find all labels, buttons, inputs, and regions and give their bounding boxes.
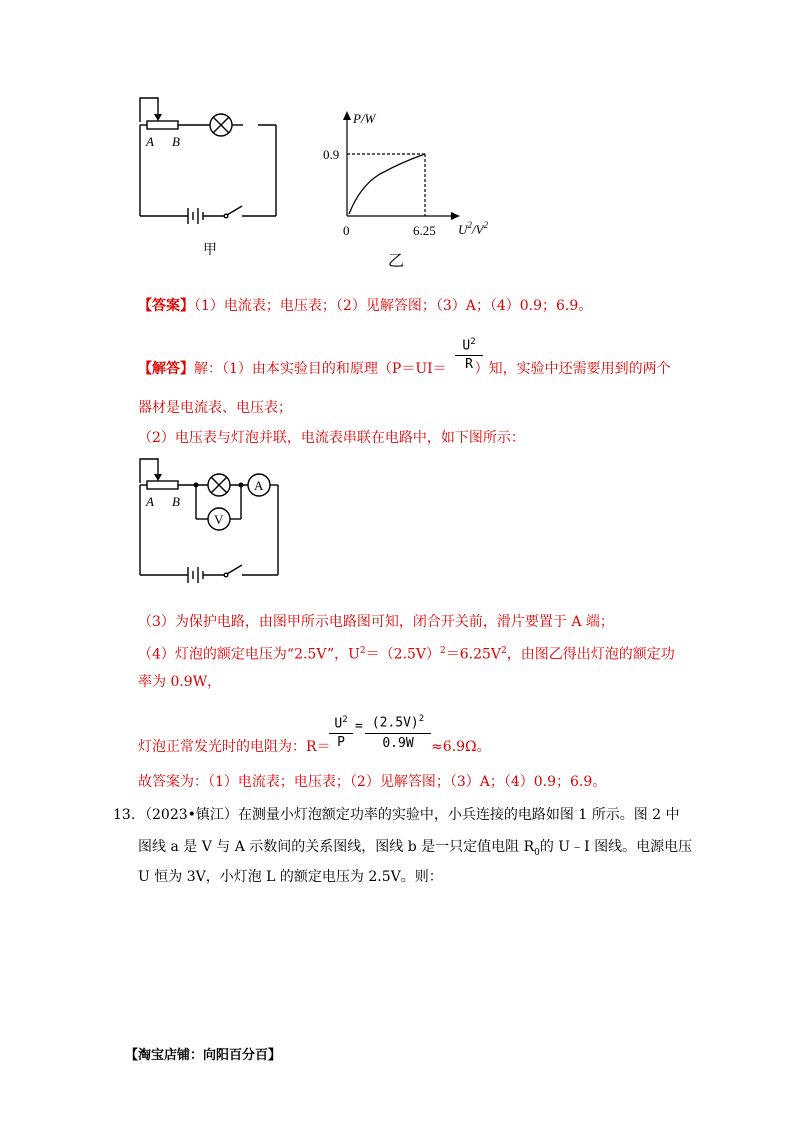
fraction-u2-over-r: $U^2$ R <box>455 333 483 374</box>
answer-line <box>138 296 592 316</box>
problem-13-line-3: U 恒为 3V，小灯泡 L 的额定电压为 2.5V。则： <box>138 869 443 885</box>
rheostat-label-b: B <box>172 134 180 149</box>
solution-tag: 【解答】 <box>138 361 194 377</box>
problem-13-line-2: 图线 a 是 V 与 A 示数间的关系图线，图线 b 是一只定值电阻 $R_0$的 U﹣I 图线。电源电压 <box>138 839 693 858</box>
solution-line-8: 故答案为：（1）电流表；电压表；（2）见解答图；（3）A；（4）0.9；6.9。 <box>138 774 607 790</box>
power-curve <box>349 154 425 214</box>
y-tick-label: 0.9 <box>323 147 340 162</box>
solution-line-7-approx: ≈6.9Ω。 <box>431 739 491 755</box>
answer-text: （1）电流表；电压表；（2）见解答图；（3）A；（4）0.9；6.9。 <box>194 298 593 314</box>
origin-label: 0 <box>343 223 350 238</box>
rheostat2-label-b: B <box>172 494 180 509</box>
circuit-diagram-jia <box>130 92 290 262</box>
fraction-value: $(2.5V)^2$ 0.9W <box>365 709 431 754</box>
frac1-den: R <box>465 357 473 373</box>
footer-shop: 【淘宝店铺：向阳百分百】 <box>125 1048 282 1063</box>
frac1-num: U <box>462 338 471 354</box>
problem-13-number: 13. <box>113 807 136 823</box>
y-axis-label: P/W <box>353 111 376 126</box>
power-graph-yi <box>320 108 520 268</box>
rheostat-label-a: A <box>146 134 154 149</box>
ammeter-label: A <box>254 478 264 493</box>
caption-jia: 甲 <box>203 243 217 258</box>
circuit-diagram-answer <box>130 451 290 586</box>
voltmeter-label: V <box>214 512 224 527</box>
solution-line-4: （3）为保护电路，由图甲所示电路图可知，闭合开关前，滑片要置于 A 端； <box>138 614 614 630</box>
solution-line-1: 【解答】解：（1）由本实验目的和原理（P＝UI＝ ）知，实验中还需要用到的两个 <box>138 361 671 377</box>
answer-tag: 【答案】 <box>138 298 194 314</box>
solution-line-3: （2）电压表与灯泡并联，电流表串联在电路中，如下图所示： <box>138 430 525 446</box>
solution-line-5: （4）灯泡的额定电压为“2.5V”，$U^2=(2.5V)^2=6.25V^2$，由图乙得出灯泡的额定功 <box>138 646 675 663</box>
solution-line-6: 率为 0.9W， <box>138 674 222 690</box>
solution-line-7: 灯泡正常发光时的电阻为：R＝ <box>138 739 331 755</box>
rheostat2-label-a: A <box>146 494 154 509</box>
fraction-eq-sign: = <box>355 719 363 734</box>
x-tick-label: 6.25 <box>413 223 436 238</box>
problem-13-line-1: （2023•镇江）在测量小灯泡额定功率的实验中，小兵连接的电路如图 1 所示。图 2 中 <box>138 807 680 823</box>
fraction-u2-over-p: $U^2$ P <box>329 711 353 752</box>
solution-line-2: 器材是电流表、电压表； <box>138 400 292 416</box>
x-axis-label: $U^2/V^2$ <box>458 220 488 237</box>
caption-yi: 乙 <box>388 253 405 268</box>
